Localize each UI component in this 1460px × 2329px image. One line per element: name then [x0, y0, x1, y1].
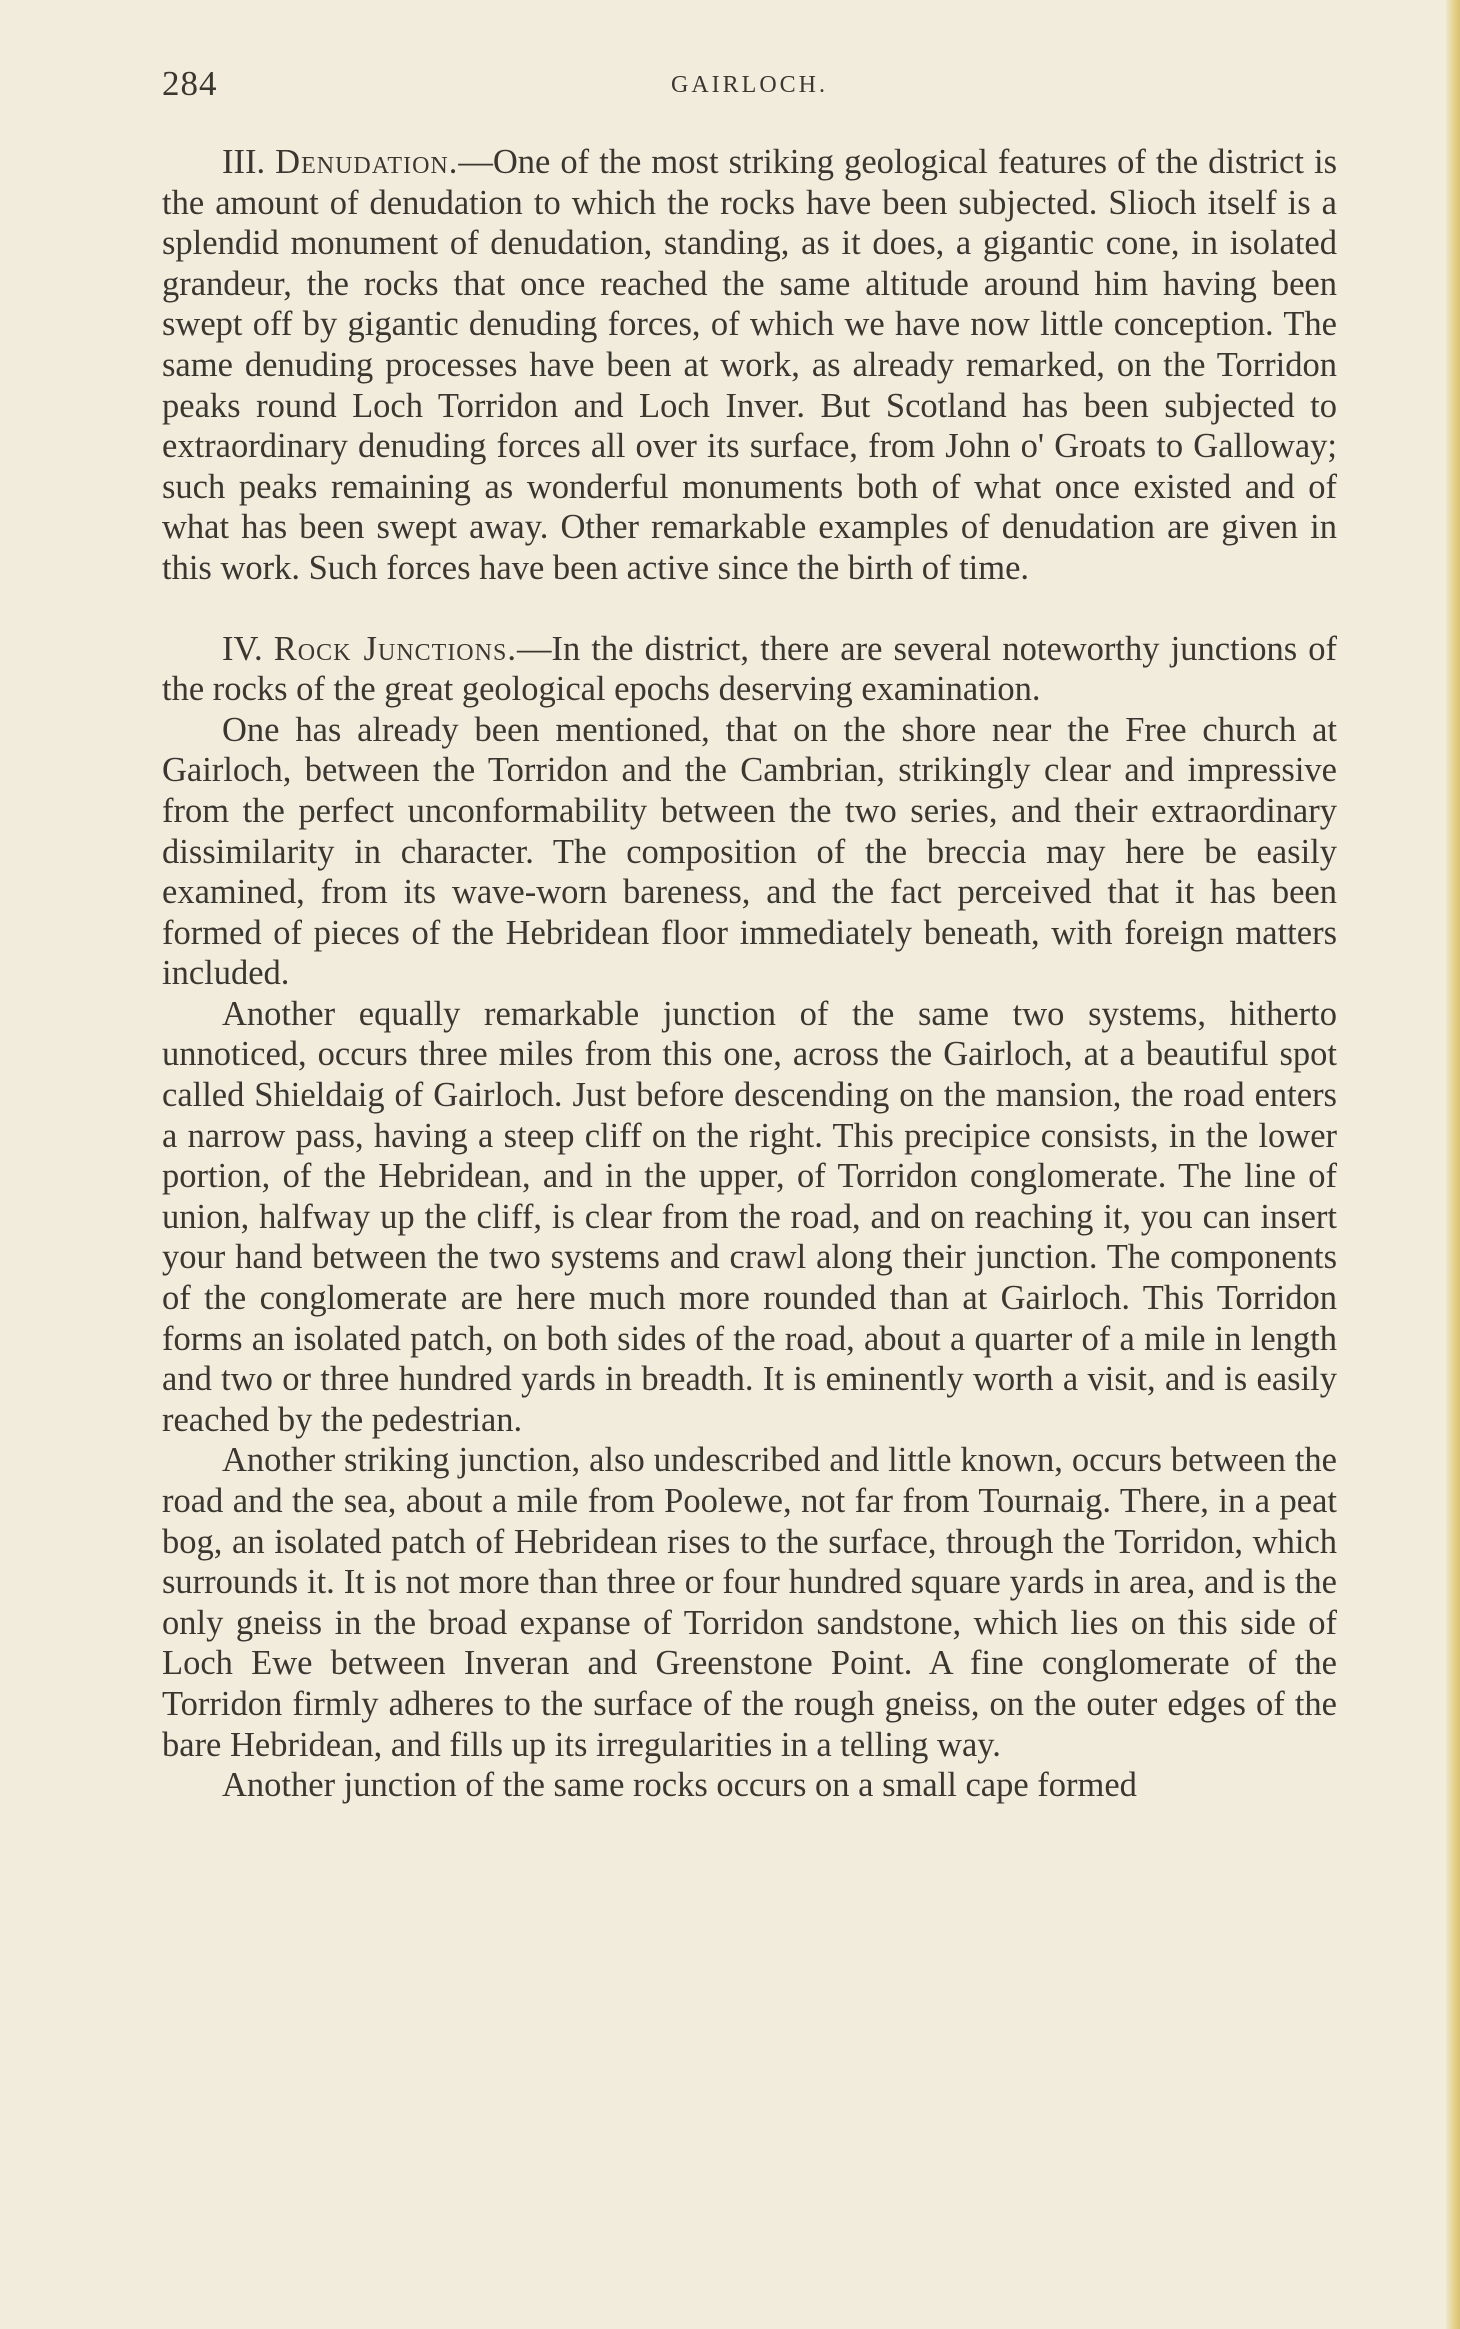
paragraph: Another junction of the same rocks occurs on a small cape formed [222, 1766, 1137, 1805]
paragraph: One has already been mentioned, that on the shore near the Free church at Gairloch, between the Torridon and the Cambrian, strikingly clear and impressive from the perfect unconformability between the two series, and their extraordinary dissimilarity in character. The composition of the breccia may here be easily examined, from its wave-worn bareness, and the fact perceived that it has been formed of pieces of the Hebridean floor immediately beneath, with foreign matters included. [162, 710, 1337, 993]
body-text [162, 142, 1337, 1806]
paragraph-text: —In the district, there are several noteworthy junctions of the rocks of the great geological epochs deserving examination. [162, 629, 1338, 709]
paragraph-denudation [162, 142, 1337, 589]
section-number: IV. [222, 629, 263, 668]
page-header [162, 64, 1337, 114]
section-heading: Rock Junctions. [273, 629, 517, 668]
section-number: III. [222, 143, 266, 181]
running-title: GAIRLOCH. [671, 72, 828, 98]
paragraph: Another striking junction, also undescribed and little known, occurs between the road and the sea, about a mile from Poolewe, not far from Tournaig. There, in a peat bog, an isolated patch of Hebridean rises to the surface, through the Torridon, which surrounds it. It is not more than three or four hundred square yards in area, and is the only gneiss in the broad expanse of Torridon sandstone, which lies on this side of Loch Ewe between Inveran and Greenstone Point. A fine conglomerate of the Torridon firmly adheres to the surface of the rough gneiss, on the outer edges of the bare Hebridean, and fills up its irregularities in a telling way. [162, 1441, 1337, 1764]
section-heading: Denudation. [275, 143, 459, 181]
page-number: 284 [162, 64, 218, 103]
paragraph: Another equally remarkable junction of the same two systems, hitherto unnoticed, occurs three miles from this one, across the Gairloch, at a beautiful spot called Shieldaig of Gairloch. Just before descending on the mansion, the road enters a narrow pass, having a steep cliff on the right. This precipice consists, in the lower portion, of the Hebridean, and in the upper, of Torridon conglomerate. The line of union, halfway up the cliff, is clear from the road, and on reaching it, you can insert your hand between the two systems and crawl along their junction. The components of the conglomerate are here much more rounded than at Gairloch. This Torridon forms an isolated patch, on both sides of the road, about a quarter of a mile in length and two or three hundred yards in breadth. It is eminently worth a visit, and is easily reached by the pedestrian. [162, 994, 1337, 1439]
paragraph-text: —One of the most striking geological features of the district is the amount of denudation to which the rocks have been subjected. Slioch itself is a splendid monument of denudation, standing, as it does, a gigantic cone, in isolated grandeur, the rocks that once reached the same altitude around him having been swept off by gigantic denuding forces, of which we have now little conception. The same denuding processes have been at work, as already remarked, on the Torridon peaks round Loch Torridon and Loch Inver. But Scotland has been subjected to extraordinary denuding forces all over its surface, from John o' Groats to Galloway; such peaks remaining as wonderful monuments both of what once existed and of what has been swept away. Other remarkable examples of denudation are given in this work. Such forces have been active since the birth of time. [162, 143, 1338, 587]
paragraph-rock-junctions [162, 629, 1337, 710]
page-edge [1446, 0, 1460, 2329]
